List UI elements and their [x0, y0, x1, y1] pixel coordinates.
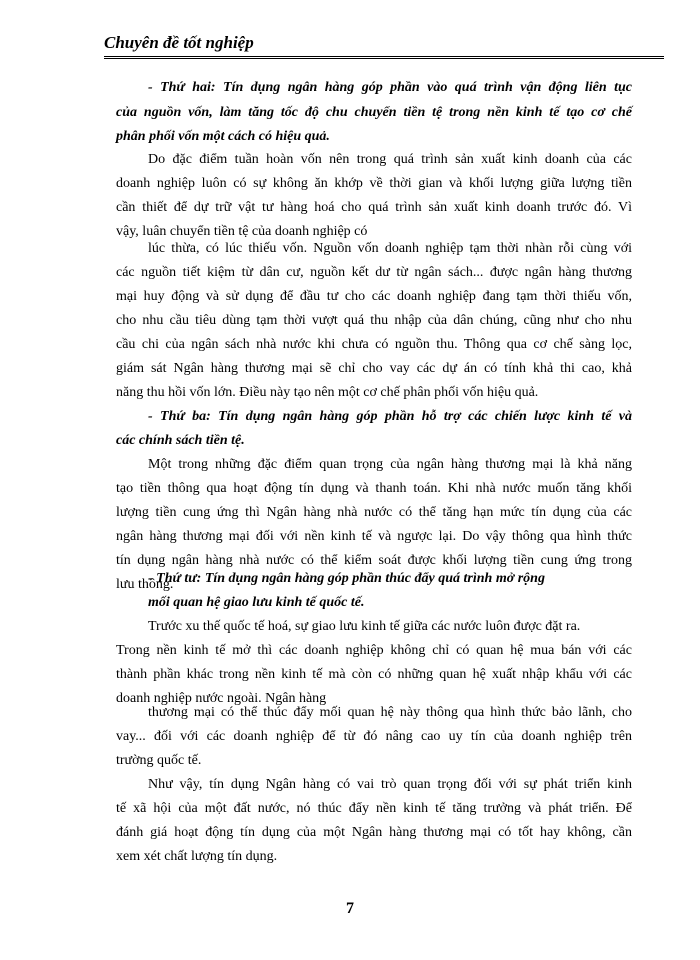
paragraph-line: ngân hàng thương mại đối với nền kinh tế và ngược lại. Do vậy thông qua hình thức [116, 529, 632, 544]
paragraph-line: giám sát Ngân hàng thương mại sẽ chỉ cho vay các dự án có tính khả thi cao, khả [116, 361, 632, 376]
page-header-title: Chuyên đề tốt nghiệp [104, 32, 664, 59]
heading-line: - Thứ hai: Tín dụng ngân hàng góp phần vào quá trình vận động liên tục [148, 80, 632, 95]
paragraph-line: lưu thông. [116, 577, 174, 592]
heading-line: phân phối vốn một cách có hiệu quả. [116, 129, 330, 144]
paragraph-line: cho nhu cầu tiêu dùng tạm thời vượt quá thu nhập của dân chúng, cũng như cho nhu [116, 313, 632, 328]
heading-line: - Thứ tư: Tín dụng ngân hàng góp phần thúc đẩy quá trình mở rộng [148, 571, 545, 586]
paragraph-line: thành phần khác trong nền kinh tế mà còn có những quan hệ xuất nhập khẩu với các [116, 667, 632, 682]
paragraph-line: Do đặc điểm tuần hoàn vốn nên trong quá trình sản xuất kinh doanh của các [148, 152, 632, 167]
heading-line: - Thứ ba: Tín dụng ngân hàng góp phần hỗ trợ các chiến lược kinh tế và [148, 409, 632, 424]
paragraph-line: Một trong những đặc điểm quan trọng của ngân hàng thương mại là khả năng [148, 457, 632, 472]
paragraph-line: trường quốc tế. [116, 753, 202, 768]
paragraph-line: vậy, luân chuyển tiền tệ của doanh nghiệp có [116, 224, 368, 239]
paragraph-line: cần thiết để dự trữ vật tư hàng hoá cho quá trình sản xuất kinh doanh trước đó. Vì [116, 200, 632, 215]
paragraph-line: Trong nền kinh tế mở thì các doanh nghiệp không chỉ có quan hệ mua bán với các [116, 643, 632, 658]
heading-line: của nguồn vốn, làm tăng tốc độ chu chuyển tiền tệ trong nền kinh tế tạo cơ chế [116, 105, 632, 120]
paragraph-line: thương mại có thể thúc đẩy mối quan hệ này thông qua hình thức bảo lãnh, cho [148, 705, 632, 720]
paragraph-line: Như vậy, tín dụng Ngân hàng có vai trò quan trọng đối với sự phát triển kinh [148, 777, 632, 792]
paragraph-line: doanh nghiệp luôn có sự không ăn khớp về thời gian và khối lượng giữa lượng tiền [116, 176, 632, 191]
paragraph-line: lúc thừa, có lúc thiếu vốn. Nguồn vốn doanh nghiệp tạm thời nhàn rỗi cùng với [148, 241, 632, 256]
paragraph-line: đánh giá hoạt động tín dụng của một Ngân hàng thương mại có tốt hay không, cần [116, 825, 632, 840]
paragraph-line: Trước xu thế quốc tế hoá, sự giao lưu kinh tế giữa các nước luôn được đặt ra. [148, 619, 581, 634]
paragraph-line: các nguồn tiết kiệm từ dân cư, nguồn kết dư từ ngân sách... được ngân hàng thương [116, 265, 632, 280]
heading-line: mối quan hệ giao lưu kinh tế quốc tế. [148, 595, 365, 610]
paragraph-line: năng thu hồi vốn lớn. Điều này tạo nên một cơ chế phân phối vốn hiệu quả. [116, 385, 539, 400]
page-number: 7 [346, 900, 354, 917]
paragraph-line: mại huy động và sử dụng để đầu tư cho các doanh nghiệp đang tạm thời thiếu vốn, [116, 289, 632, 304]
paragraph-line: tế xã hội của một đất nước, nó thúc đẩy nền kinh tế tăng trưởng và phát triển. Để [116, 801, 632, 816]
paragraph-line: cầu chi của ngân sách nhà nước khi chưa có nguồn thu. Thông qua cơ chế sàng lọc, [116, 337, 632, 352]
paragraph-line: vay... đối với các doanh nghiệp để từ đó nâng cao uy tín của doanh nghiệp trên [116, 729, 632, 744]
paragraph-line: lượng tiền cung ứng thì Ngân hàng nhà nước có thể tăng hạn mức tín dụng của các [116, 505, 632, 520]
paragraph-line: tạo tiền thông qua hoạt động tín dụng và thanh toán. Khi nhà nước muốn tăng khối [116, 481, 632, 496]
paragraph-line: tín dụng ngân hàng nhà nước có thể kiểm soát được khối lượng tiền cung ứng trong [116, 553, 632, 568]
paragraph-line: xem xét chất lượng tín dụng. [116, 849, 278, 864]
heading-line: các chính sách tiền tệ. [116, 433, 245, 448]
paragraph-line: doanh nghiệp nước ngoài. Ngân hàng [116, 691, 327, 706]
